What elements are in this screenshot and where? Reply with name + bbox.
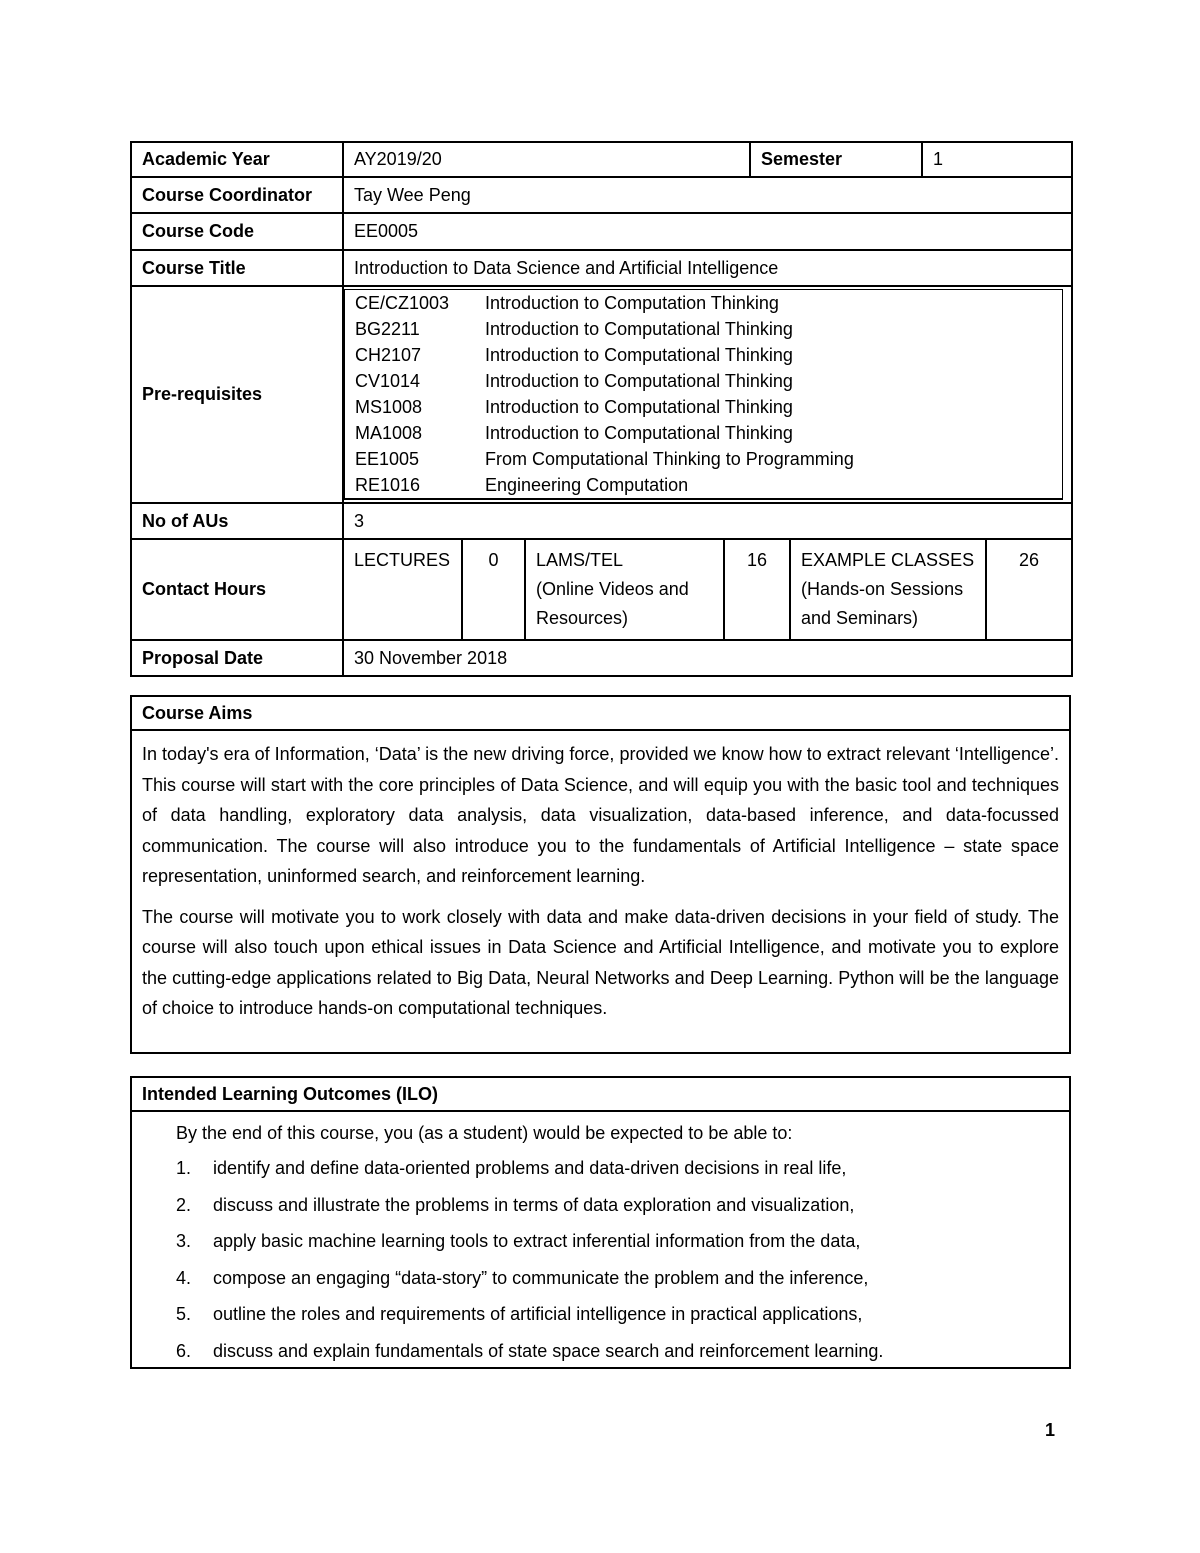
example-classes-value: 26 [986,540,1071,639]
prereq-row [345,446,1062,472]
page-number: 1 [1045,1420,1056,1440]
lams-label [525,540,724,639]
ilo-item [176,1150,1059,1187]
prereq-row [345,290,1062,316]
lams-value: 16 [724,540,790,639]
prereq-name: Introduction to Computational Thinking [485,371,793,391]
ilo-item [176,1296,1059,1333]
course-aims-section [130,695,1071,1054]
ilo-body [132,1112,1069,1369]
prereq-row [345,394,1062,420]
prereq-row [345,368,1062,394]
example-label-line-1: EXAMPLE CLASSES [801,550,975,570]
prereq-code: CV1014 [355,371,421,391]
proposal-date-label: Proposal Date [131,640,343,676]
ilo-item-text: compose an engaging “data-story” to communicate the problem and the inference, [213,1267,869,1288]
lectures-value: 0 [462,540,525,639]
prereq-name: Introduction to Computational Thinking [485,397,793,417]
prereq-name: From Computational Thinking to Programming [485,449,854,469]
prereq-name: Introduction to Computation Thinking [485,293,779,313]
ilo-item [176,1260,1059,1297]
prereq-row [345,472,1062,498]
proposal-date-value: 30 November 2018 [343,640,1072,676]
contact-hours-cell [343,539,1072,640]
prereq-row [345,342,1062,368]
example-classes-label [790,540,986,639]
coordinator-value: Tay Wee Peng [343,177,1072,213]
academic-year-value: AY2019/20 [343,142,750,177]
ilo-item-text: discuss and explain fundamentals of state space search and reinforcement learning. [213,1340,884,1361]
lams-label-line-1: LAMS/TEL [536,550,624,570]
aims-paragraph-1: In today's era of Information, ‘Data’ is the new driving force, provided we know how to extract relevant ‘Intelligence’. This course will start with the core principles of Data Science, and will equip you with the basic tool and techniques of data handling, exploratory data analysis, data visualization, data-based inference, and data-focussed communication. The course will also introduce you to the fundamentals of Artificial Intelligence – state space representation, uninformed search, and reinforcement learning. [142,744,1059,886]
ilo-item-number: 5. [176,1304,192,1324]
semester-label: Semester [750,142,922,177]
prereq-code: MS1008 [355,397,423,417]
prereq-cell [343,286,1072,503]
prereq-row [345,420,1062,446]
ilo-intro: By the end of this course, you (as a student) would be expected to be able to: [176,1123,793,1143]
ilo-heading: Intended Learning Outcomes (ILO) [132,1078,1069,1112]
ilo-item-text: discuss and illustrate the problems in terms of data exploration and visualization, [213,1194,855,1215]
example-label-line-3: and Seminars) [801,608,919,628]
course-code-label: Course Code [131,213,343,250]
aus-value: 3 [343,503,1072,539]
course-title-value: Introduction to Data Science and Artificial Intelligence [343,250,1072,286]
semester-value: 1 [922,142,1072,177]
course-aims-heading: Course Aims [132,697,1069,731]
ilo-item [176,1187,1059,1224]
prereq-name: Introduction to Computational Thinking [485,423,793,443]
course-title-label: Course Title [131,250,343,286]
coordinator-label: Course Coordinator [131,177,343,213]
lams-label-line-3: Resources) [536,608,629,628]
course-code-value: EE0005 [343,213,1072,250]
prereq-code: EE1005 [355,449,420,469]
prereq-code: CE/CZ1003 [355,293,450,313]
prereq-code: BG2211 [355,319,420,339]
ilo-item-number: 6. [176,1340,192,1361]
ilo-item-number: 4. [176,1267,192,1288]
prereq-name: Engineering Computation [485,475,689,495]
ilo-item-text: apply basic machine learning tools to extract inferential information from the data, [213,1231,861,1251]
prereq-row [345,316,1062,342]
prereq-name: Introduction to Computational Thinking [485,345,793,365]
ilo-item-number: 3. [176,1231,192,1251]
prereq-code: RE1016 [355,475,421,495]
prereq-code: CH2107 [355,345,422,365]
course-info-table [130,141,1073,677]
lectures-label: LECTURES [354,550,451,570]
ilo-item [176,1223,1059,1260]
prereq-code: MA1008 [355,423,423,443]
academic-year-label: Academic Year [131,142,343,177]
ilo-item [176,1333,1059,1370]
prereq-name: Introduction to Computational Thinking [485,319,793,339]
ilo-section [130,1076,1071,1369]
ilo-item-text: outline the roles and requirements of artificial intelligence in practical applications, [213,1304,863,1324]
ilo-item-number: 2. [176,1194,192,1215]
lams-label-line-2: (Online Videos and [536,579,689,599]
ilo-list [176,1150,1059,1369]
example-label-line-2: (Hands-on Sessions [801,579,964,599]
course-aims-body [132,731,1069,1024]
ilo-item-text: identify and define data-oriented problems and data-driven decisions in real life, [213,1158,847,1178]
aus-label: No of AUs [131,503,343,539]
prereq-label: Pre-requisites [131,286,343,503]
ilo-item-number: 1. [176,1158,192,1178]
contact-hours-label: Contact Hours [131,539,343,640]
prereq-list [344,289,1063,500]
aims-paragraph-2: The course will motivate you to work closely with data and make data-driven decisions in your field of study. The course will also touch upon ethical issues in Data Science and Artificial Intelligence, and motivate you to explore the cutting-edge applications related to Big Data, Neural Networks and Deep Learning. Python will be the language of choice to introduce hands-on computational techniques. [142,906,1059,1018]
